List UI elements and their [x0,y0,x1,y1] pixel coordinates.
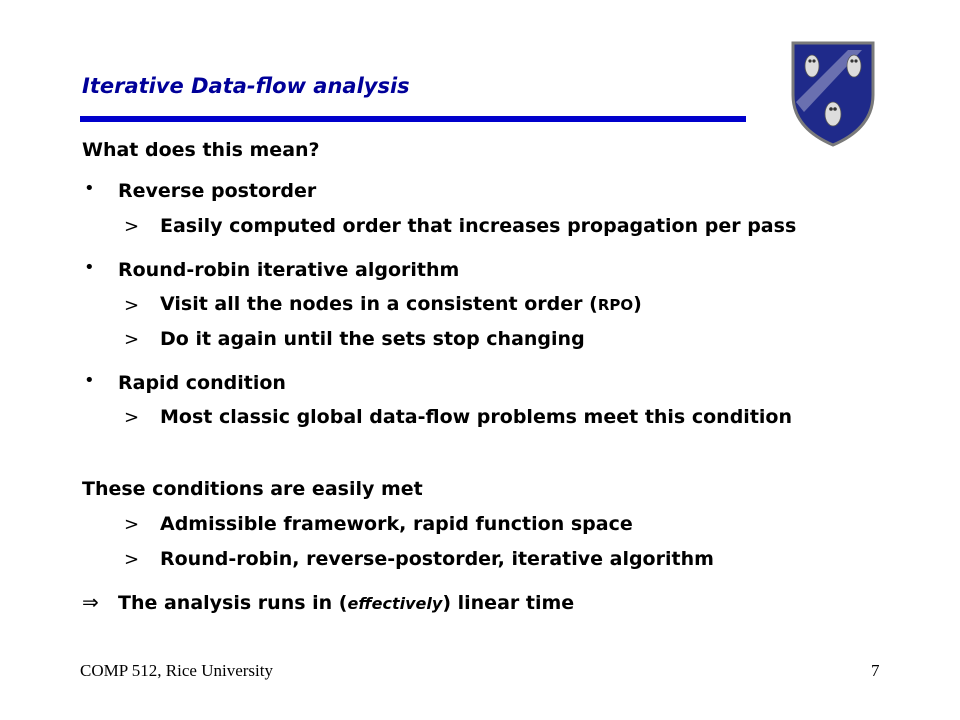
conclusion-before: The analysis runs in ( [118,592,348,614]
footer-course: COMP 512, Rice University [80,661,273,680]
sub-arrow: > [124,514,140,535]
sub-arrow: > [124,329,140,350]
conclusion-text [118,594,574,613]
bullet-round-robin: Round-robin iterative algorithm [118,259,460,281]
bullet-dot: • [84,257,95,278]
condition-item: Round-robin, reverse-postorder, iterative algorithm [160,548,714,570]
sub-arrow: > [124,295,140,316]
rpo-abbrev: RPO [597,296,634,314]
conclusion-after: ) linear time [442,592,575,614]
conditions-heading: These conditions are easily met [82,478,423,500]
title-rule [80,116,746,122]
sub-item: Easily computed order that increases propagation per pass [160,215,797,237]
sub-item-rpo [160,295,642,314]
condition-item: Admissible framework, rapid function space [160,513,633,535]
bullet-reverse-postorder: Reverse postorder [118,180,317,202]
conclusion-emphasis: effectively [347,594,443,613]
bullet-dot: • [84,370,95,391]
sub-item: Most classic global data-flow problems meet this condition [160,406,792,428]
sub-arrow: > [124,549,140,570]
page-number: 7 [871,661,880,680]
question-text: What does this mean? [82,139,320,161]
implies-icon: ⇒ [82,590,99,614]
bullet-rapid-condition: Rapid condition [118,372,286,394]
sub-arrow: > [124,216,140,237]
slide-title: Iterative Data-flow analysis [82,74,410,98]
sub-text: Visit all the nodes in a consistent order ( [160,293,598,315]
sub-text: ) [633,293,642,315]
sub-item: Do it again until the sets stop changing [160,328,585,350]
rice-crest-logo [790,40,876,148]
sub-arrow: > [124,407,140,428]
bullet-dot: • [84,178,95,199]
